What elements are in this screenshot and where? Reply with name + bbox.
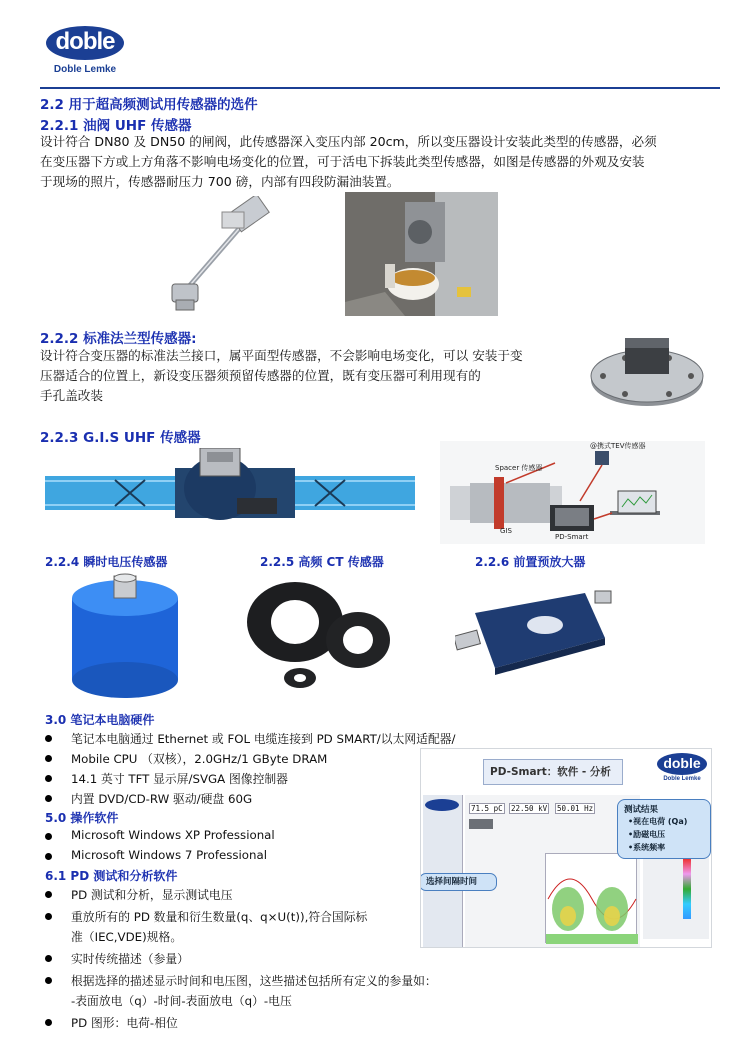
bullet-icon	[45, 795, 52, 802]
hf-ct-sensor-photo	[240, 572, 395, 692]
doble-logo	[40, 24, 130, 76]
section-5-0-title: 5.0 操作软件	[45, 811, 119, 825]
list-item-text: 笔记本电脑通过 Ethernet 或 FOL 电缆连接到 PD SMART/以太网适配器/	[71, 732, 456, 746]
results-callout	[617, 799, 711, 859]
section-2-2-3-title: 2.2.3 G.I.S UHF 传感器	[40, 430, 201, 446]
paragraph-line: 压器适合的位置上，新设变压器须预留传感器的位置，既有变压器可利用现有的	[40, 368, 481, 383]
paragraph-line: 手孔盖改装	[40, 388, 103, 403]
section-2-2-2-paragraph	[40, 346, 580, 406]
readout-frequency: 50.01 Hz	[557, 804, 594, 813]
bullet-icon	[45, 833, 52, 840]
voltage-sensor-photo	[70, 572, 180, 702]
list-item-text: 准（IEC,VDE)规格。	[71, 930, 183, 944]
list-item-text: Microsoft Windows 7 Professional	[71, 848, 267, 862]
bullet-icon	[45, 913, 52, 920]
software-sidebar-logo	[425, 799, 459, 811]
section-2-2-2-title: 2.2.2 标准法兰型传感器:	[40, 331, 197, 347]
section-2-2-1-paragraph	[40, 132, 720, 192]
paragraph-line: 设计符合变压器的标准法兰接口，属平面型传感器，不会影响电场变化，可以 安装于变	[40, 348, 523, 363]
prpd-scatter	[546, 854, 638, 944]
results-callout-item: •励磁电压	[628, 830, 666, 839]
list-item-text: -表面放电（q）-时间-表面放电（q）-电压	[71, 994, 292, 1008]
diagram-label-spacer: Spacer 传感器	[495, 464, 543, 472]
pd-smart-software-panel	[420, 748, 712, 948]
paragraph-line: 在变压器下方或上方角落不影响电场变化的位置，可于活电下拆装此类型传感器，如图是传感器的外观及安装	[40, 154, 645, 169]
installed-sensor-photo	[345, 192, 498, 316]
flange-sensor-photo	[585, 330, 710, 410]
software-sidebar	[423, 795, 463, 947]
results-callout-item: •系统频率	[628, 843, 666, 852]
oil-valve-uhf-sensor-photo	[170, 196, 270, 316]
bullet-icon	[45, 955, 52, 962]
hardware-list	[45, 730, 456, 810]
prpd-plot	[545, 853, 637, 943]
logo-text: doble	[55, 28, 115, 55]
readout-charge: 71.5 pC	[469, 803, 505, 814]
paragraph-line: 设计符合 DN80 及 DN50 的闸阀，此传感器深入变压内部 20cm，所以变压器设计安装此类型的传感器，必须	[40, 134, 657, 149]
bullet-icon	[45, 735, 52, 742]
diagram-label-gis: GIS	[500, 527, 512, 535]
logo-subtitle: Doble Lemke	[53, 64, 117, 75]
readout-voltage: 22.50 kV	[511, 804, 548, 813]
software-doble-logo-sub: Doble Lemke	[663, 776, 701, 782]
bullet-icon	[45, 1019, 52, 1026]
readout-button	[469, 819, 493, 829]
section-2-2-title: 2.2 用于超高频测试用传感器的选件	[40, 97, 258, 113]
diagram-label-pd-smart: PD-Smart	[555, 533, 589, 541]
bullet-icon	[45, 853, 52, 860]
list-item-text: PD 测试和分析，显示测试电压	[71, 888, 233, 902]
section-2-2-1-title: 2.2.1 油阀 UHF 传感器	[40, 118, 192, 134]
list-item-text: Mobile CPU （双核），2.0GHz/1 GByte DRAM	[71, 752, 328, 766]
section-2-2-5-title: 2.2.5 高频 CT 传感器	[260, 555, 384, 569]
list-item-text: 实时传统描述（参量）	[71, 952, 189, 966]
software-doble-logo: doble	[657, 753, 707, 775]
software-main-area	[465, 795, 640, 947]
results-callout-item: •视在电荷 (Qa)	[628, 817, 688, 826]
diagram-label-tev: @携式TEV传感器	[590, 442, 646, 450]
list-item-text: 根据选择的描述显示时间和电压图，这些描述包括所有定义的参量如：	[71, 974, 437, 988]
list-item-text: 重放所有的 PD 数量和衍生数量(q、q×U(t)),符合国际标	[71, 910, 368, 924]
header-rule	[40, 87, 720, 89]
gis-sensor-diagram	[440, 441, 705, 544]
os-list	[45, 828, 415, 868]
section-2-2-4-title: 2.2.4 瞬时电压传感器	[45, 555, 168, 569]
paragraph-line: 于现场的照片，传感器耐压力 700 磅，内部有四段防漏油装置。	[40, 174, 400, 189]
bullet-icon	[45, 775, 52, 782]
list-item-text: 14.1 英寸 TFT 显示屏/SVGA 图像控制器	[71, 772, 288, 786]
section-6-1-title: 6.1 PD 测试和分析软件	[45, 869, 178, 883]
color-scale-bar	[683, 859, 691, 919]
list-item-text: Microsoft Windows XP Professional	[71, 828, 275, 842]
software-panel-title: PD-Smart：软件 - 分析	[483, 759, 623, 785]
gis-uhf-strap-sensor-photo	[45, 448, 415, 538]
bullet-icon	[45, 755, 52, 762]
list-item-text: 内置 DVD/CD-RW 驱动/硬盘 60G	[71, 792, 253, 806]
interval-callout: 选择间隔时间	[420, 873, 497, 891]
preamplifier-photo	[455, 583, 615, 683]
list-item-text: PD 图形：电荷-相位	[71, 1016, 178, 1030]
bullet-icon	[45, 891, 52, 898]
section-2-2-6-title: 2.2.6 前置预放大器	[475, 555, 586, 569]
section-3-0-title: 3.0 笔记本电脑硬件	[45, 713, 155, 727]
results-callout-title: 测试结果	[624, 805, 659, 815]
bullet-icon	[45, 977, 52, 984]
